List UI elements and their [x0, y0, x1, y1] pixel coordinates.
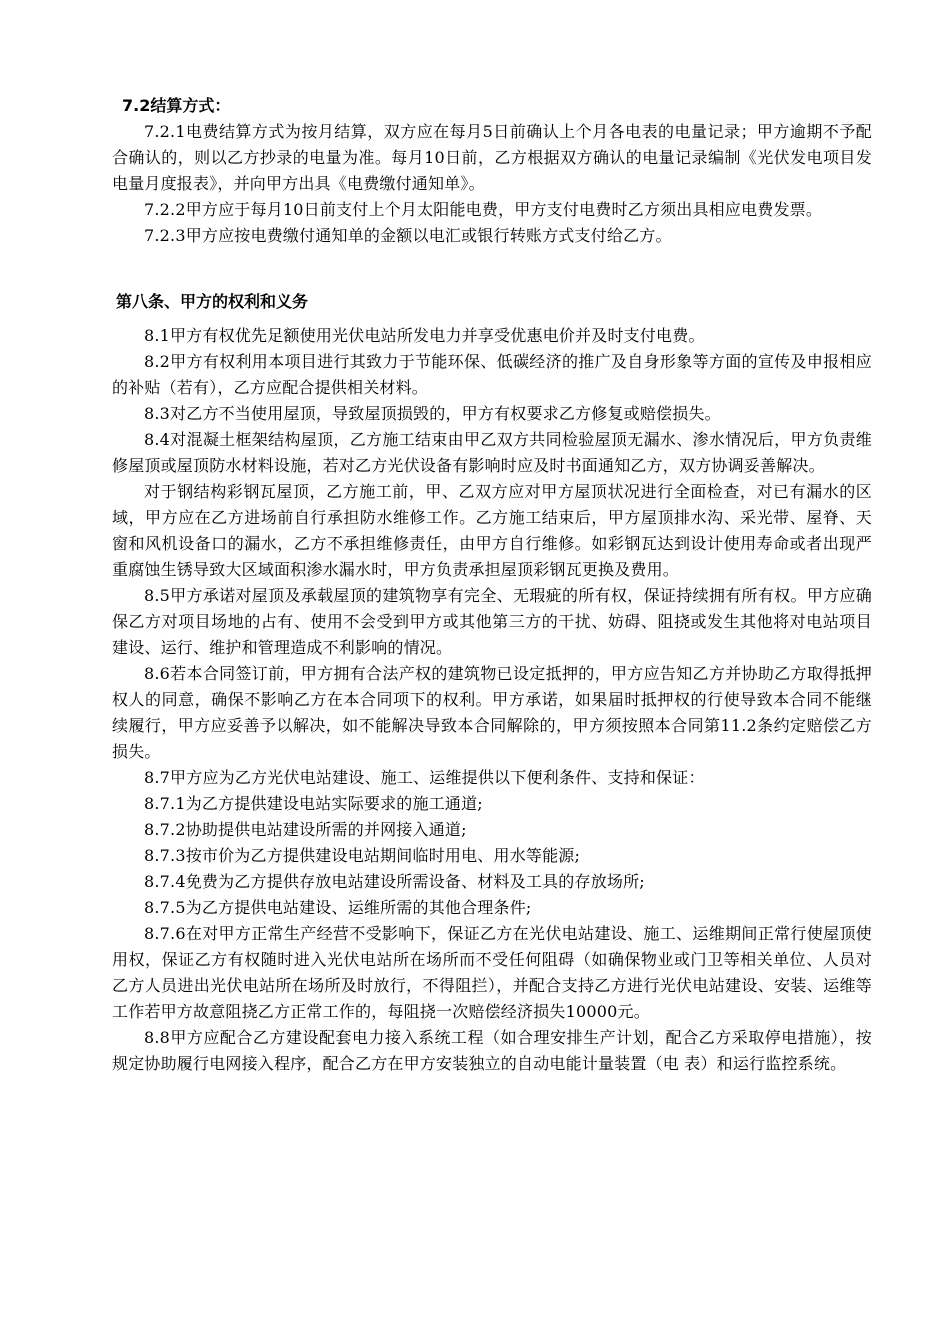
clause-8-7-5: 8.7.5为乙方提供电站建设、运维所需的其他合理条件;: [144, 898, 532, 917]
clause-8-7: 8.7甲方应为乙方光伏电站建设、施工、运维提供以下便利条件、支持和保证：: [144, 768, 705, 787]
clause-7-2-2: 7.2.2甲方应于每月10日前支付上个月太阳能电费，甲方支付电费时乙方须出具相应电费发票。: [144, 200, 823, 219]
clause-8-7-2: 8.7.2协助提供电站建设所需的并网接入通道;: [144, 820, 467, 839]
section-7-2-heading: 7.2结算方式：: [122, 96, 231, 115]
clause-8-4-steel-roof: 对于钢结构彩钢瓦屋顶，乙方施工前，甲、乙双方应对甲方屋顶状况进行全面检查，对已有漏水的区域，甲方应在乙方进场前自行承担防水维修工作。乙方施工结束后，甲方屋顶排水沟、采光带、屋脊、天窗和风机设备口的漏水，乙方不承担维修责任，由甲方自行维修。如彩钢瓦达到设计使用寿命或者出现严重腐蚀生锈导致大区域面积渗水漏水时，甲方负责承担屋顶彩钢瓦更换及费用。: [112, 482, 872, 579]
clause-8-7-1: 8.7.1为乙方提供建设电站实际要求的施工通道;: [144, 794, 483, 813]
clause-8-8: 8.8甲方应配合乙方建设配套电力接入系统工程（如合理安排生产计划，配合乙方采取停电措施），按规定协助履行电网接入程序，配合乙方在甲方安装独立的自动电能计量装置（电 表）和运行监控系统。: [112, 1028, 872, 1073]
document-body: [112, 93, 872, 1077]
clause-8-3: 8.3对乙方不当使用屋顶，导致屋顶损毁的，甲方有权要求乙方修复或赔偿损失。: [144, 404, 721, 423]
section-8-heading: 第八条、甲方的权利和义务: [116, 292, 309, 311]
clause-8-1: 8.1甲方有权优先足额使用光伏电站所发电力并享受优惠电价并及时支付电费。: [144, 326, 705, 345]
clause-8-7-3: 8.7.3按市价为乙方提供建设电站期间临时用电、用水等能源;: [144, 846, 581, 865]
clause-7-2-3: 7.2.3甲方应按电费缴付通知单的金额以电汇或银行转账方式支付给乙方。: [144, 226, 672, 245]
clause-8-2: 8.2甲方有权利用本项目进行其致力于节能环保、低碳经济的推广及自身形象等方面的宣传及申报相应的补贴（若有），乙方应配合提供相关材料。: [112, 352, 872, 397]
clause-7-2-1: 7.2.1电费结算方式为按月结算，双方应在每月5日前确认上个月各电表的电量记录；甲方逾期不予配合确认的，则以乙方抄录的电量为准。每月10日前，乙方根据双方确认的电量记录编制《光伏发电项目发电量月度报表》，并向甲方出具《电费缴付通知单》。: [112, 122, 872, 193]
clause-8-7-6: 8.7.6在对甲方正常生产经营不受影响下，保证乙方在光伏电站建设、施工、运维期间正常行使屋顶使用权，保证乙方有权随时进入光伏电站所在场所而不受任何阻碍（如确保物业或门卫等相关单位、人员对乙方人员进出光伏电站所在场所及时放行，不得阻拦），并配合支持乙方进行光伏电站建设、安装、运维等工作若甲方故意阻挠乙方正常工作的，每阻挠一次赔偿经济损失10000元。: [112, 924, 872, 1021]
clause-8-6: 8.6若本合同签订前，甲方拥有合法产权的建筑物已设定抵押的，甲方应告知乙方并协助乙方取得抵押权人的同意，确保不影响乙方在本合同项下的权利。甲方承诺，如果届时抵押权的行使导致本合同不能继续履行，甲方应妥善予以解决，如不能解决导致本合同解除的，甲方须按照本合同第11.2条约定赔偿乙方损失。: [112, 664, 872, 761]
clause-8-5: 8.5甲方承诺对屋顶及承载屋顶的建筑物享有完全、无瑕疵的所有权，保证持续拥有所有权。甲方应确保乙方对项目场地的占有、使用不会受到甲方或其他第三方的干扰、妨碍、阻挠或发生其他将对电站项目建设、运行、维护和管理造成不利影响的情况。: [112, 586, 872, 657]
clause-8-4: 8.4对混凝土框架结构屋顶，乙方施工结束由甲乙双方共同检验屋顶无漏水、渗水情况后，甲方负责维修屋顶或屋顶防水材料设施，若对乙方光伏设备有影响时应及时书面通知乙方，双方协调妥善解决。: [112, 430, 872, 475]
clause-8-7-4: 8.7.4免费为乙方提供存放电站建设所需设备、材料及工具的存放场所;: [144, 872, 645, 891]
